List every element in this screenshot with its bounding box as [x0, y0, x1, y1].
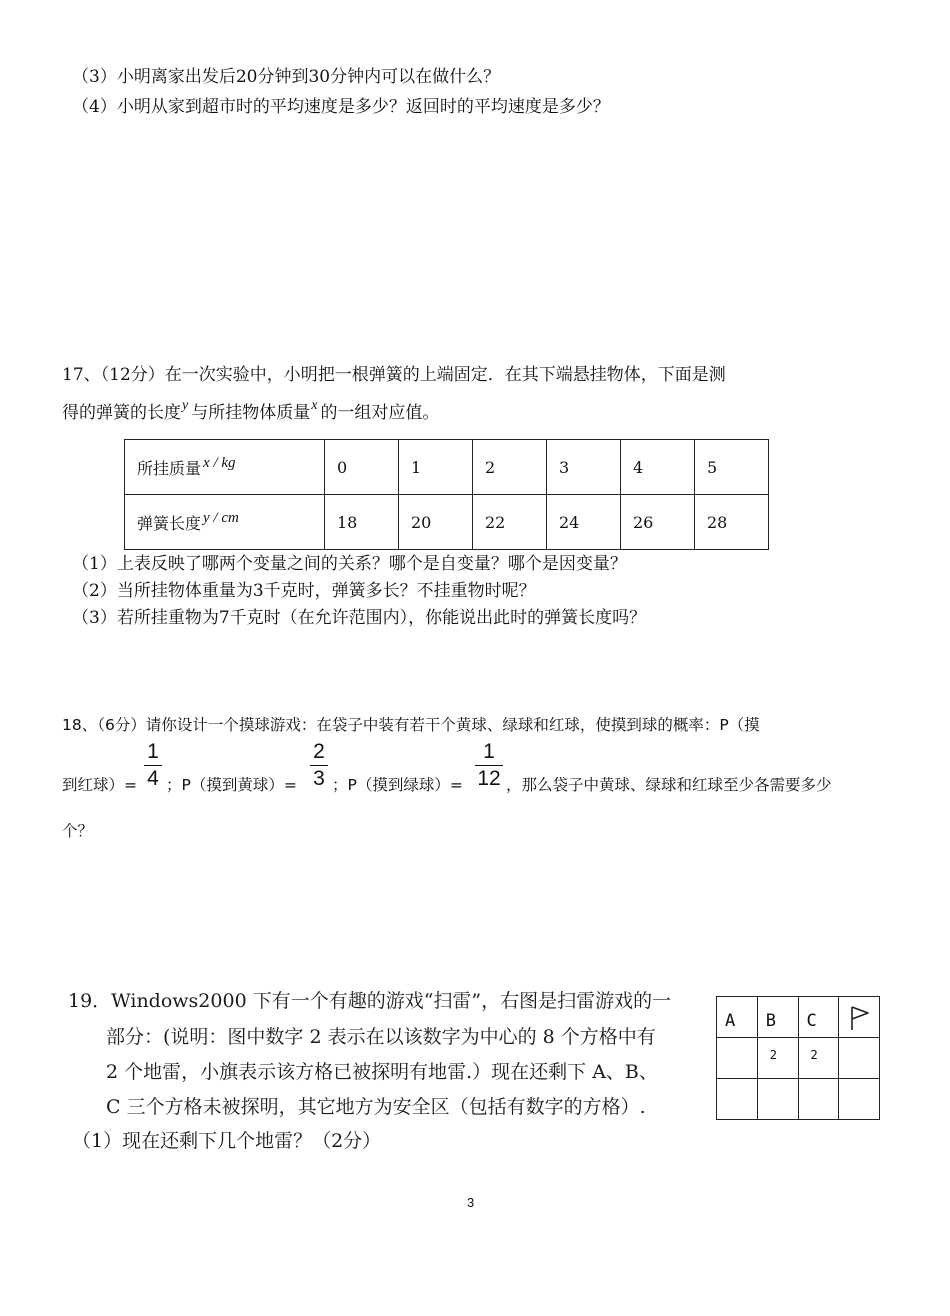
problem-17-line-1: 17、（12分）在一次实验中，小明把一根弹簧的上端固定．在其下端悬挂物体，下面是测	[62, 365, 726, 385]
problem-19-line-3: 2 个地雷，小旗表示该方格已被探明有地雷.）现在还剩下 A、B、	[106, 1061, 658, 1083]
table-cell: 22	[473, 495, 547, 550]
grid-row-1	[717, 997, 880, 1038]
table-row-mass	[125, 440, 769, 495]
grid-row-3	[717, 1079, 880, 1120]
problem-18-yellow-label: ；P（摸到黄球）=	[166, 776, 297, 794]
grid-cell-empty	[798, 1079, 839, 1120]
grid-cell-empty	[717, 1038, 758, 1079]
problem-19-line-1: 19．Windows2000 下有一个有趣的游戏“扫雷”，右图是扫雷游戏的一	[68, 990, 672, 1012]
table-cell: 2	[473, 440, 547, 495]
problem-17-question-2: （2）当所挂物体重量为3千克时，弹簧多长？不挂重物时呢？	[72, 581, 536, 601]
problem-18-line-3: 个？	[62, 822, 94, 840]
table-row-length	[125, 495, 769, 550]
problem-18-tail: ，那么袋子中黄球、绿球和红球至少各需要多少	[506, 776, 832, 794]
table-cell: 28	[695, 495, 769, 550]
flag-icon	[847, 1003, 873, 1033]
problem-17-question-3: （3）若所挂重物为7千克时（在允许范围内），你能说出此时的弹簧长度吗？	[72, 608, 647, 628]
line-2-text-a: 得的弹簧的长度	[62, 403, 181, 423]
table-cell: 5	[695, 440, 769, 495]
problem-17-question-1: （1）上表反映了哪两个变量之间的关系？哪个是自变量？哪个是因变量？	[72, 554, 627, 574]
page-number: 3	[467, 1195, 475, 1210]
problem-19-question-1: （1）现在还剩下几个地雷？（2分）	[72, 1130, 382, 1152]
minesweeper-grid	[716, 996, 880, 1120]
prev-question-3: （3）小明离家出发后20分钟到30分钟内可以在做什么？	[72, 67, 501, 87]
grid-cell-c: C	[798, 997, 839, 1038]
table-cell: 26	[621, 495, 695, 550]
prev-question-4: （4）小明从家到超市时的平均速度是多少？返回时的平均速度是多少？	[72, 97, 610, 117]
problem-19-line-4: C 三个方格未被探明，其它地方为安全区（包括有数字的方格）.	[106, 1096, 646, 1118]
grid-row-2	[717, 1038, 880, 1079]
table-cell: 20	[399, 495, 473, 550]
table-cell: 1	[399, 440, 473, 495]
table-cell: 3	[547, 440, 621, 495]
spring-data-table	[124, 439, 769, 550]
fraction-green: 1 12	[475, 740, 503, 791]
grid-cell-empty	[839, 1079, 880, 1120]
variable-y: y	[182, 398, 189, 413]
line-2-text-c: 的一组对应值。	[320, 403, 440, 423]
line-2-text-b: 与所挂物体质量	[191, 403, 311, 423]
table-cell: 4	[621, 440, 695, 495]
grid-cell-empty	[757, 1079, 798, 1120]
grid-cell-number: 2	[798, 1038, 839, 1079]
fraction-red: 1 4	[144, 740, 162, 791]
grid-cell-number: 2	[757, 1038, 798, 1079]
problem-17-line-2	[62, 398, 440, 426]
grid-cell-empty	[717, 1079, 758, 1120]
problem-19-line-2: 部分：(说明：图中数字 2 表示在以该数字为中心的 8 个方格中有	[106, 1026, 656, 1048]
grid-cell-a: A	[717, 997, 758, 1038]
table-cell: 0	[325, 440, 399, 495]
problem-18-green-label: ；P（摸到绿球）=	[332, 776, 463, 794]
problem-18-line-1: 18、（6分）请你设计一个摸球游戏：在袋子中装有若干个黄球、绿球和红球，使摸到球的概率：P（摸	[62, 716, 760, 734]
row-header-mass: 所挂质量 x / kg	[125, 440, 325, 495]
table-cell: 24	[547, 495, 621, 550]
variable-x: x	[311, 398, 318, 413]
grid-cell-b: B	[757, 997, 798, 1038]
problem-18-red-label: 到红球）=	[62, 776, 137, 794]
fraction-yellow: 2 3	[310, 740, 328, 791]
row-header-length: 弹簧长度 y / cm	[125, 495, 325, 550]
grid-cell-flag	[839, 997, 880, 1038]
table-cell: 18	[325, 495, 399, 550]
grid-cell-empty	[839, 1038, 880, 1079]
